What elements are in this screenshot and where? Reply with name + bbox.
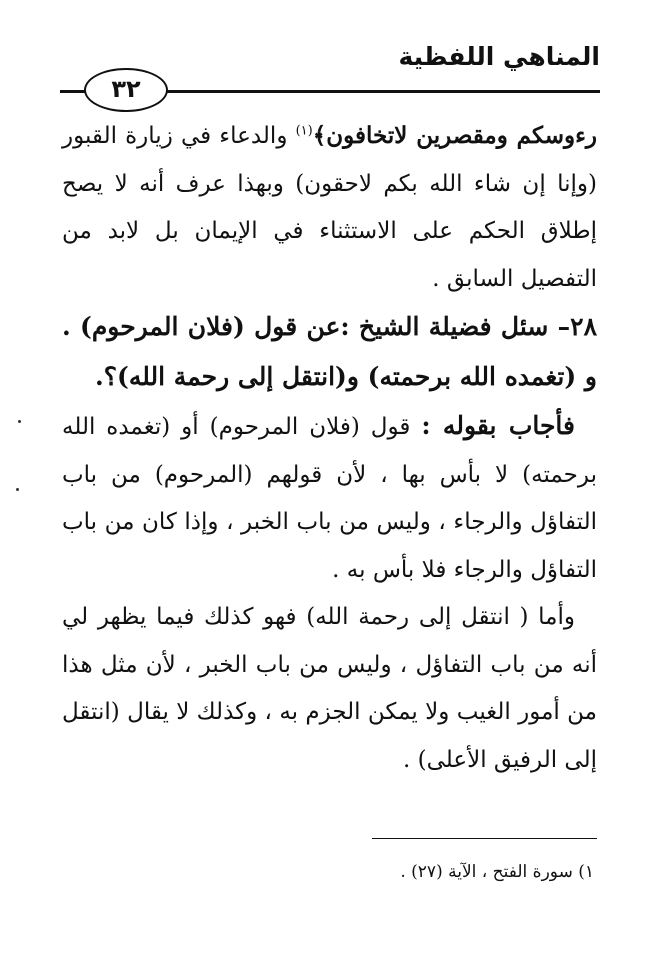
answer-lead: فأجاب بقوله :	[421, 411, 575, 440]
footnote-ref[interactable]: (١)	[295, 123, 313, 139]
paragraph-1-text: والدعاء في زيارة القبور (وإنا إن شاء الله بكم لاحقون) وبهذا عرف أنه لا يصح إطلاق الحكم على الاستثناء في الإيمان بل لابد من التفصيل السابق .	[62, 123, 597, 292]
page-number: ٣٢	[84, 68, 168, 112]
answer-text: قول (فلان المرحوم) أو (تغمده الله برحمته) لا بأس بها ، لأن قولهم (المرحوم) من باب التفاؤل والرجاء ، وليس من باب الخبر ، وإذا كان من باب التفاؤل والرجاء فلا بأس به .	[62, 414, 597, 583]
question-text: ٢٨– سئل فضيلة الشيخ :عن قول (فلان المرحوم) . و (تغمده الله برحمته) و(انتقل إلى رحمة الله)؟.	[62, 312, 597, 391]
paragraph-1	[62, 112, 597, 303]
answer-paragraph	[62, 402, 597, 594]
paragraph-4	[62, 594, 597, 784]
footnote-divider	[372, 838, 597, 839]
scan-speck	[16, 488, 19, 491]
footnote: ١) سورة الفتح ، الآية (٢٧) .	[400, 862, 594, 882]
paragraph-4-text: وأما ( انتقل إلى رحمة الله) فهو كذلك فيما يظهر لي أنه من باب التفاؤل ، وليس من باب الخبر ، لأن مثل هذا من أمور الغيب ولا يمكن الجزم به ، وكذلك لا يقال (انتقل إلى الرفيق الأعلى) .	[62, 604, 597, 773]
question-28	[62, 303, 597, 402]
quran-verse: رءوسكم ومقصرين لاتخافون﴾	[312, 122, 597, 149]
page-header	[60, 42, 600, 103]
body-text	[62, 112, 597, 784]
scan-speck	[18, 420, 21, 423]
book-title: المناهي اللفظية	[398, 42, 600, 71]
